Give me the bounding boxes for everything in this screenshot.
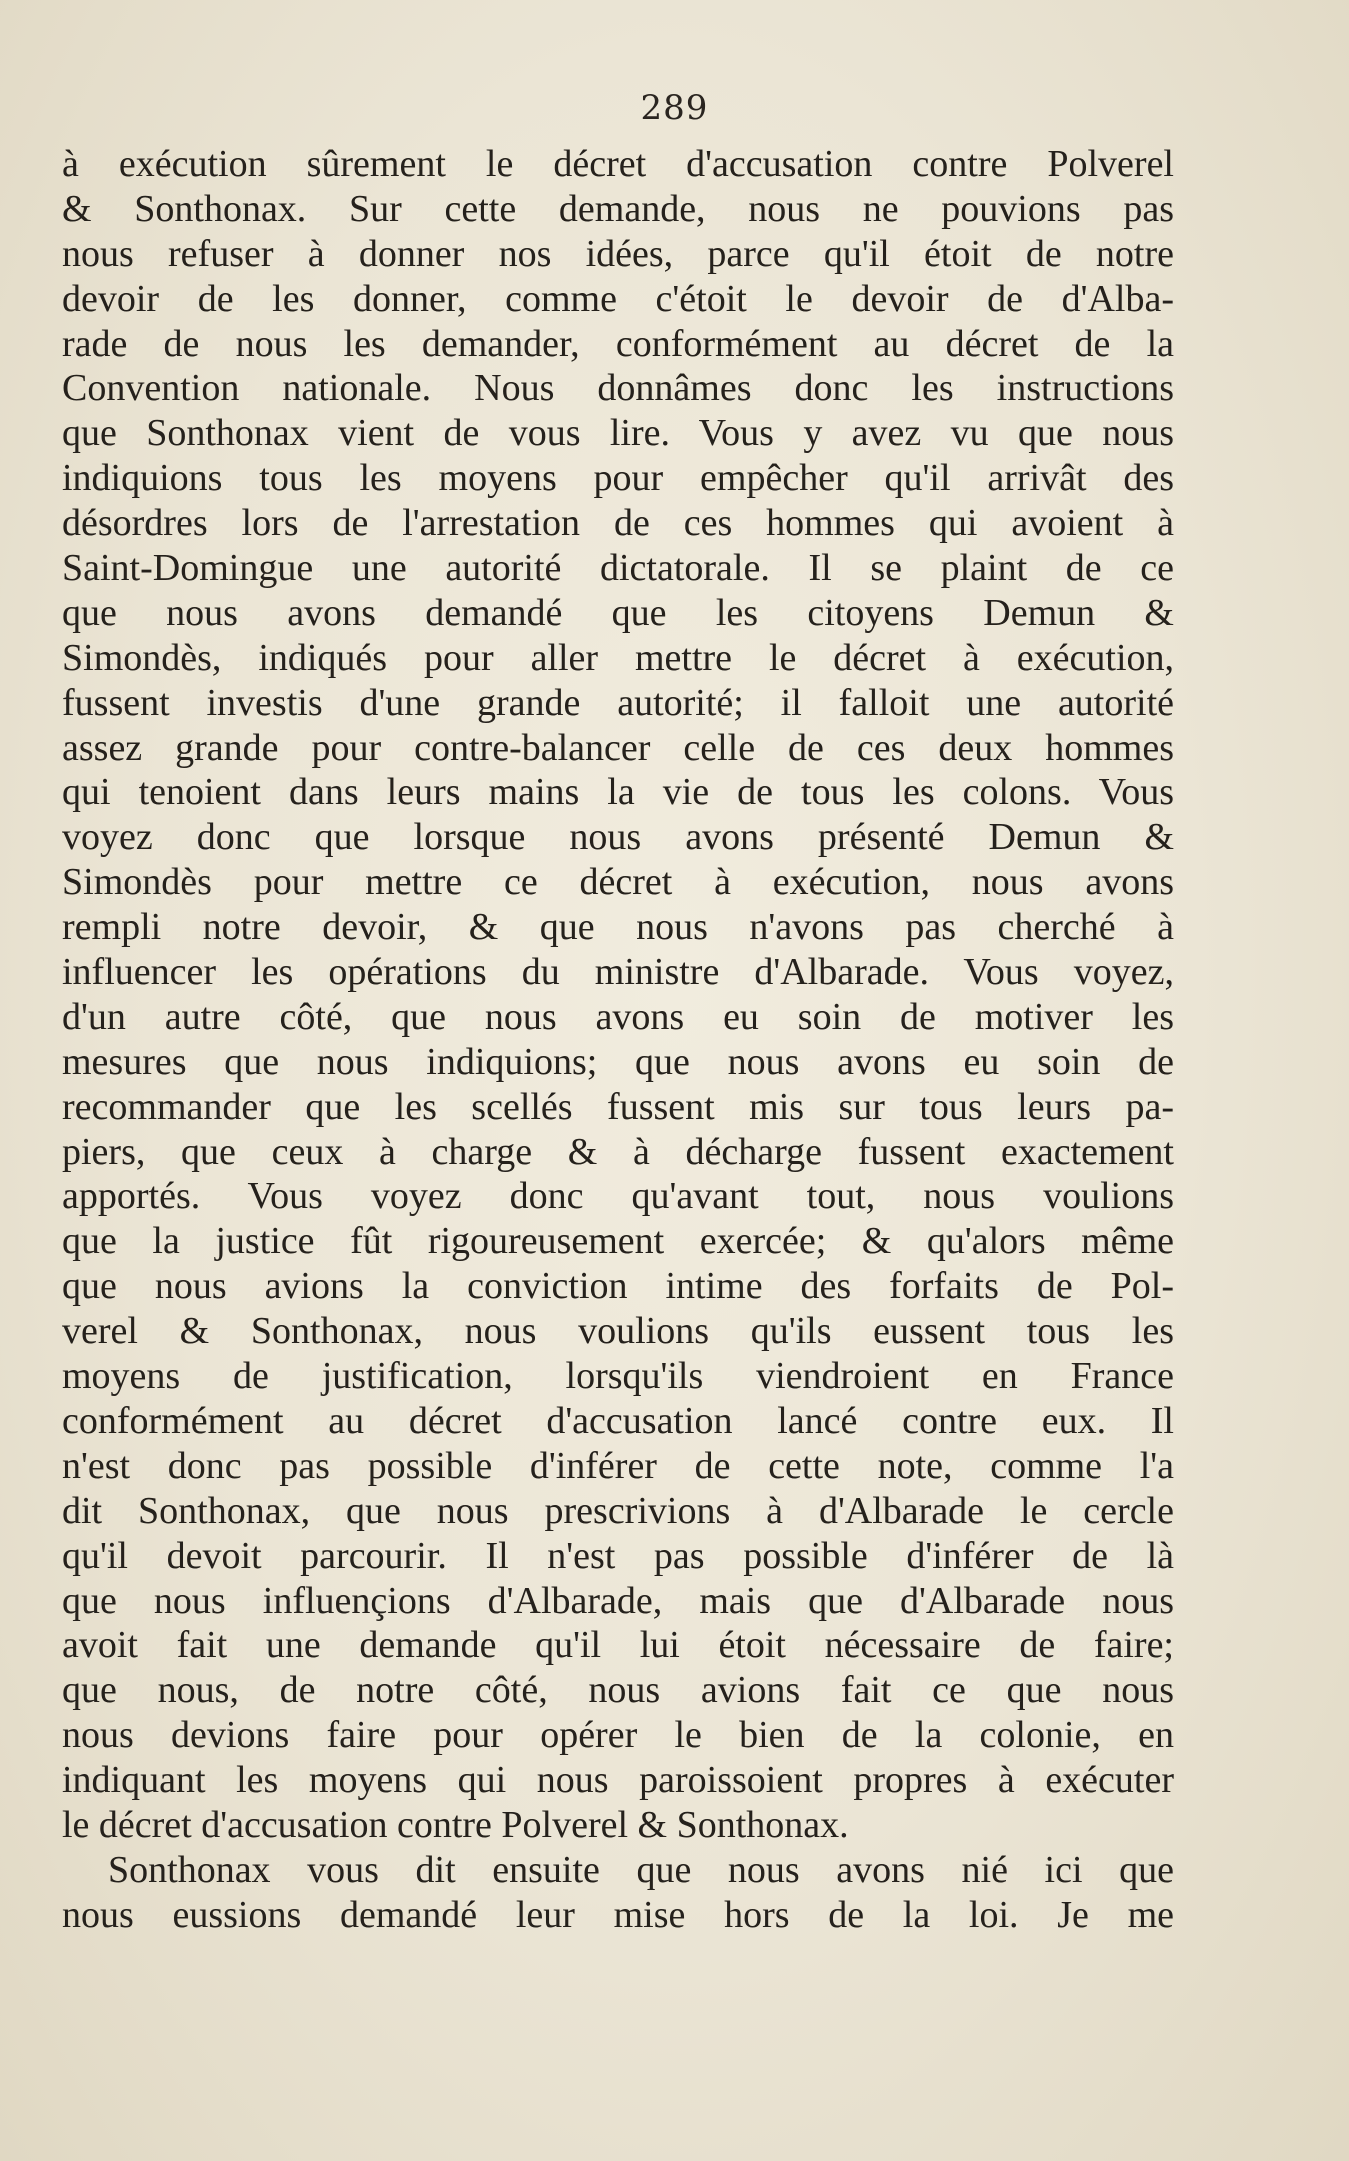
text-line: à exécution sûrement le décret d'accusation contre Polverel	[62, 143, 1174, 185]
text-line: mesures que nous indiquions; que nous avons eu soin de	[62, 1040, 1174, 1083]
text-line: devoir de les donner, comme c'étoit le devoir de d'Alba-	[62, 277, 1174, 320]
text-line: désordres lors de l'arrestation de ces hommes qui avoient à	[62, 502, 1174, 545]
text-line: nous eussions demandé leur mise hors de la loi. Je me	[62, 1893, 1174, 1936]
text-line: qu'il devoit parcourir. Il n'est pas possible d'inférer de là	[62, 1534, 1174, 1577]
paragraph-start-line: Sonthonax vous dit ensuite que nous avons nié ici que	[108, 1848, 1174, 1891]
text-line: d'un autre côté, que nous avons eu soin de motiver les	[62, 995, 1174, 1038]
text-line: assez grande pour contre-balancer celle de ces deux hommes	[62, 726, 1174, 769]
text-line: que Sonthonax vient de vous lire. Vous y avez vu que nous	[62, 412, 1174, 455]
text-line: conformément au décret d'accusation lancé contre eux. Il	[62, 1399, 1174, 1442]
text-line: & Sonthonax. Sur cette demande, nous ne pouvions pas	[62, 187, 1174, 230]
text-line: que nous, de notre côté, nous avions fait ce que nous	[62, 1669, 1174, 1712]
text-line: nous refuser à donner nos idées, parce qu'il étoit de notre	[62, 232, 1174, 275]
text-line: dit Sonthonax, que nous prescrivions à d'Albarade le cercle	[62, 1489, 1174, 1532]
text-line: voyez donc que lorsque nous avons présenté Demun &	[62, 816, 1174, 859]
text-line: que nous avons demandé que les citoyens Demun &	[62, 591, 1174, 634]
text-line: rempli notre devoir, & que nous n'avons pas cherché à	[62, 906, 1174, 949]
text-line: fussent investis d'une grande autorité; il falloit une autorité	[62, 681, 1174, 724]
text-line: que nous influençions d'Albarade, mais que d'Albarade nous	[62, 1579, 1174, 1622]
text-line: rade de nous les demander, conformément au décret de la	[62, 322, 1174, 365]
text-line: nous devions faire pour opérer le bien de la colonie, en	[62, 1714, 1174, 1757]
text-line: que nous avions la conviction intime des forfaits de Pol-	[62, 1265, 1174, 1308]
text-line: qui tenoient dans leurs mains la vie de tous les colons. Vous	[62, 771, 1174, 814]
text-line: Simondès, indiqués pour aller mettre le décret à exécution,	[62, 636, 1174, 679]
text-line: Convention nationale. Nous donnâmes donc les instructions	[62, 367, 1174, 410]
text-line: apportés. Vous voyez donc qu'avant tout, nous voulions	[62, 1175, 1174, 1218]
text-line: Saint-Domingue une autorité dictatorale. Il se plaint de ce	[62, 547, 1174, 590]
text-line: influencer les opérations du ministre d'Albarade. Vous voyez,	[62, 951, 1174, 994]
text-line: n'est donc pas possible d'inférer de cette note, comme l'a	[62, 1444, 1174, 1487]
text-line: verel & Sonthonax, nous voulions qu'ils eussent tous les	[62, 1310, 1174, 1353]
text-line: indiquions tous les moyens pour empêcher qu'il arrivât des	[62, 457, 1174, 500]
text-line: avoit fait une demande qu'il lui étoit nécessaire de faire;	[62, 1624, 1174, 1667]
text-line: recommander que les scellés fussent mis sur tous leurs pa-	[62, 1085, 1174, 1128]
paragraph-end-line: le décret d'accusation contre Polverel & Sonthonax.	[62, 1803, 849, 1846]
text-line: que la justice fût rigoureusement exercée; & qu'alors même	[62, 1220, 1174, 1263]
page-number: 289	[640, 88, 709, 128]
body-text	[62, 142, 1174, 1938]
text-line: indiquant les moyens qui nous paroissoient propres à exécuter	[62, 1759, 1174, 1802]
text-line: piers, que ceux à charge & à décharge fussent exactement	[62, 1130, 1174, 1173]
text-line: Simondès pour mettre ce décret à exécution, nous avons	[62, 861, 1174, 904]
text-line: moyens de justification, lorsqu'ils viendroient en France	[62, 1355, 1174, 1398]
